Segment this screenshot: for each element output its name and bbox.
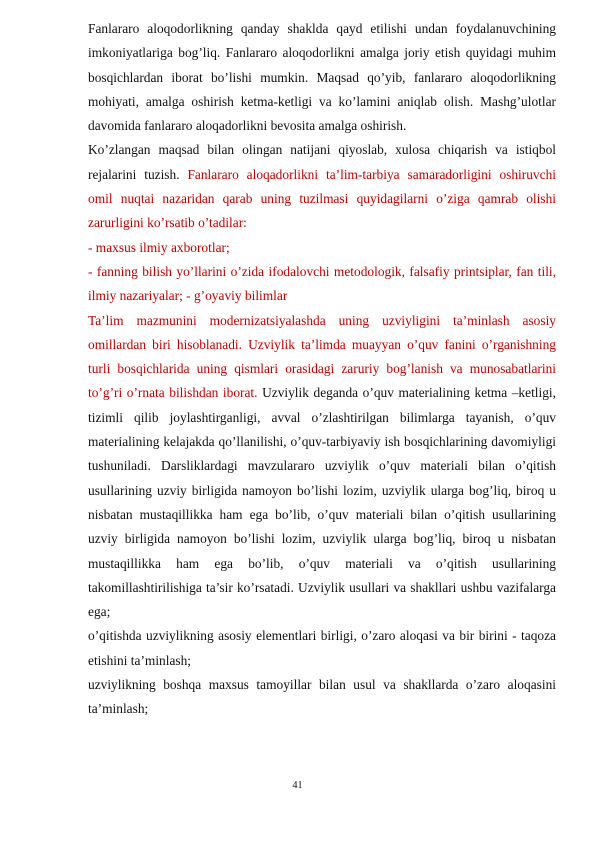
paragraph-6-text: o’qitishda uzviylikning asosiy elementlari birligi, o’zaro aloqasi va bir birini - taqoza etishini ta’minlash;	[88, 628, 556, 668]
paragraph-4	[88, 260, 556, 309]
paragraph-4-highlight: - fanning bilish yo’llarini o’zida ifodalovchi metodologik, falsafiy printsiplar, fan tili, ilmiy nazariyalar; - g’oyaviy bilimlar	[88, 263, 556, 304]
paragraph-5-highlight: Ta’lim mazmunini modernizatsiyalashda uning uzviyligini ta’minlash asosiy omillardan biri hisoblanadi. Uzviylik ta’limda muayyan o’quv fanini o’rganishning turli bosqichlarida uning qismlari orasidagi zaruriy bog’lanish va munosabatlarini to’g’ri o’rnata bilishdan iborat.	[88, 312, 556, 401]
document-body	[88, 17, 556, 722]
paragraph-5-text: Uzviylik deganda o’quv materialining ketma –ketligi, tizimli qilib joylashtirganligi, avval o’zlashtirilgan bilimlarga tayanish, o’quv materialining kelajakda qo’llanilishi, o’quv-tarbiyaviy ish bosqichlarining davomiyligi tushuniladi. Darsliklardagi mavzulararo uzviylik o’quv materiali bilan o’qitish usullarining uzviy birligida namoyon bo’lishi lozim, uzviylik ularga bog’liq, biroq u nisbatan mustaqillikka ham ega bo’lib, o’quv materiali bilan o’qitish usullarining uzviy birligida namoyon bo’lishi lozim, uzviylik ularga bog’liq, biroq u nisbatan mustaqillikka ham ega bo’lib, o’quv materiali va o’qitish usullarining takomillashtirilishiga ta’sir ko’rsatadi. Uzviylik usullari va shakllari ushbu vazifalarga ega;	[88, 385, 556, 620]
paragraph-2-highlight: Fanlararo aloqadorlikni ta’lim-tarbiya samaradorligini oshiruvchi omil nuqtai nazaridan qarab uning tuzilmasi quyidagilarni o’ziga qamrab olishi zarurligini ko’rsatib o’tadilar:	[88, 166, 556, 231]
page-number: 41	[292, 780, 303, 791]
paragraph-7	[88, 673, 556, 722]
paragraph-6	[88, 624, 556, 673]
paragraph-2-text: Ko’zlangan maqsad bilan olingan natijani qiyoslab, xulosa chiqarish va istiqbol rejalarini tuzish.	[88, 142, 556, 182]
paragraph-3-highlight: - maxsus ilmiy axborotlar;	[88, 239, 230, 255]
paragraph-7-text: uzviylikning boshqa maxsus tamoyillar bilan usul va shakllarda o’zaro aloqasini ta’minlash;	[88, 677, 556, 717]
paragraph-1-text: Fanlararo aloqodorlikning qanday shaklda qayd etilishi undan foydalanuvchining imkoniyatlariga bog’liq. Fanlararo aloqodorlikni amalga joriy etish quyidagi muhim bosqichlardan iborat bo’lishi mumkin. Maqsad qo’yib, fanlararo aloqodorlikning mohiyati, amalga oshirish ketma-ketligi va ko’lamini aniqlab olish. Mashg’ulotlar davomida fanlararo aloqadorlikni bevosita amalga oshirish.	[88, 21, 556, 134]
paragraph-1	[88, 17, 556, 138]
paragraph-5	[88, 309, 556, 625]
paragraph-2	[88, 138, 556, 235]
paragraph-3	[88, 236, 556, 260]
